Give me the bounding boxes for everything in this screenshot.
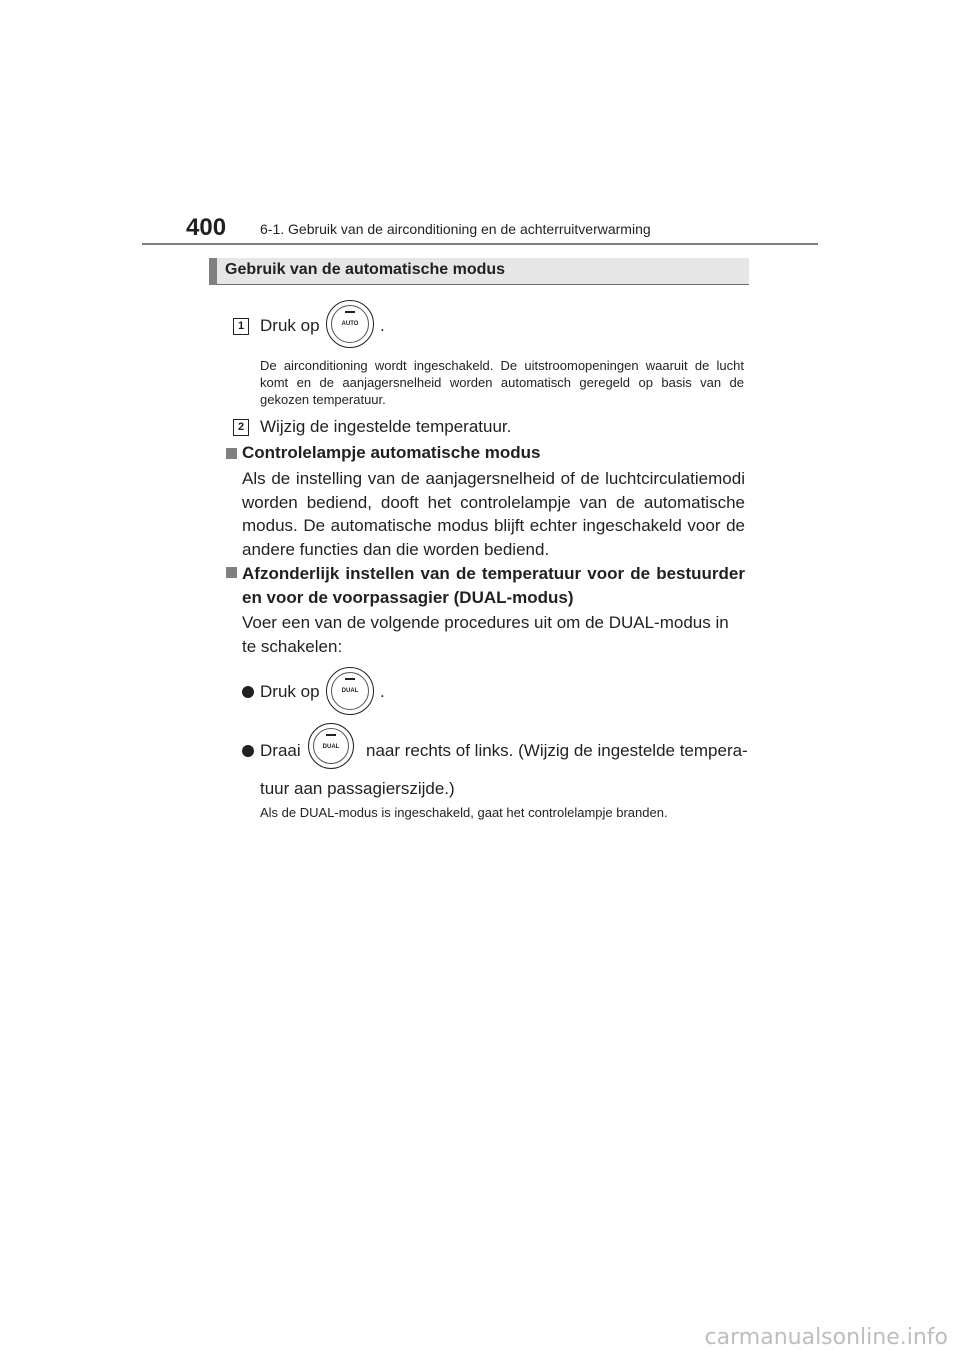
bullet-1-period: . — [380, 682, 385, 701]
section-heading-bar — [209, 258, 749, 285]
topic-2-note: Als de DUAL-modus is ingeschakeld, gaat het controlelampje branden. — [260, 805, 668, 820]
step-1-note: De airconditioning wordt ingeschakeld. De uitstroomopeningen waaruit de lucht komt en de aanjagersnelheid worden automatisch geregeld op basis van de gekozen temperatuur. — [260, 358, 744, 407]
bullet-2-continuation: tuur aan passagierszijde.) — [260, 779, 455, 798]
topic-marker-1 — [226, 448, 237, 459]
bullet-dot-1 — [242, 686, 254, 698]
topic-marker-2 — [226, 567, 237, 578]
dual-button-label: DUAL — [341, 688, 359, 694]
step-1-text: Druk op — [260, 316, 320, 335]
topic-2-body: Voer een van de volgende procedures uit om de DUAL-modus in te schakelen: — [242, 613, 729, 656]
header-divider — [142, 243, 818, 245]
bullet-dot-2 — [242, 745, 254, 757]
topic-1-title: Controlelampje automatische modus — [242, 443, 541, 462]
bullet-2-text: Draai — [260, 741, 301, 760]
section-title: Gebruik van de automatische modus — [225, 261, 506, 278]
page-number: 400 — [186, 214, 227, 241]
bullet-2-text-after: naar rechts of links. (Wijzig de ingestelde tempera- — [366, 741, 748, 760]
step-number-2: 2 — [233, 419, 249, 436]
step-number-1: 1 — [233, 318, 249, 335]
step-1-period: . — [380, 316, 385, 335]
topic-1-body: Als de instelling van de aanjagersnelheid of de luchtcirculatiemodi worden bediend, dooft het controlelampje van de automatische modus. De automatische modus blijft echter ingeschakeld voor de andere functies dan die worden bediend. — [242, 469, 745, 559]
auto-button-icon — [326, 300, 374, 348]
step-2-text: Wijzig de ingestelde temperatuur. — [260, 417, 512, 436]
dual-dial-icon — [308, 723, 354, 769]
watermark: carmanualsonline.info — [704, 1325, 948, 1350]
topic-2-title: Afzonderlijk instellen van de temperatuur voor de bestuurder en voor de voorpassagier (DUAL-modus) — [242, 564, 745, 607]
auto-button-label: AUTO — [341, 321, 359, 327]
dual-button-icon — [326, 667, 374, 715]
section-accent — [209, 258, 217, 285]
chapter-title: 6-1. Gebruik van de airconditioning en de achterruitverwarming — [260, 221, 651, 237]
dual-dial-label: DUAL — [322, 744, 340, 750]
bullet-1-text: Druk op — [260, 682, 320, 701]
